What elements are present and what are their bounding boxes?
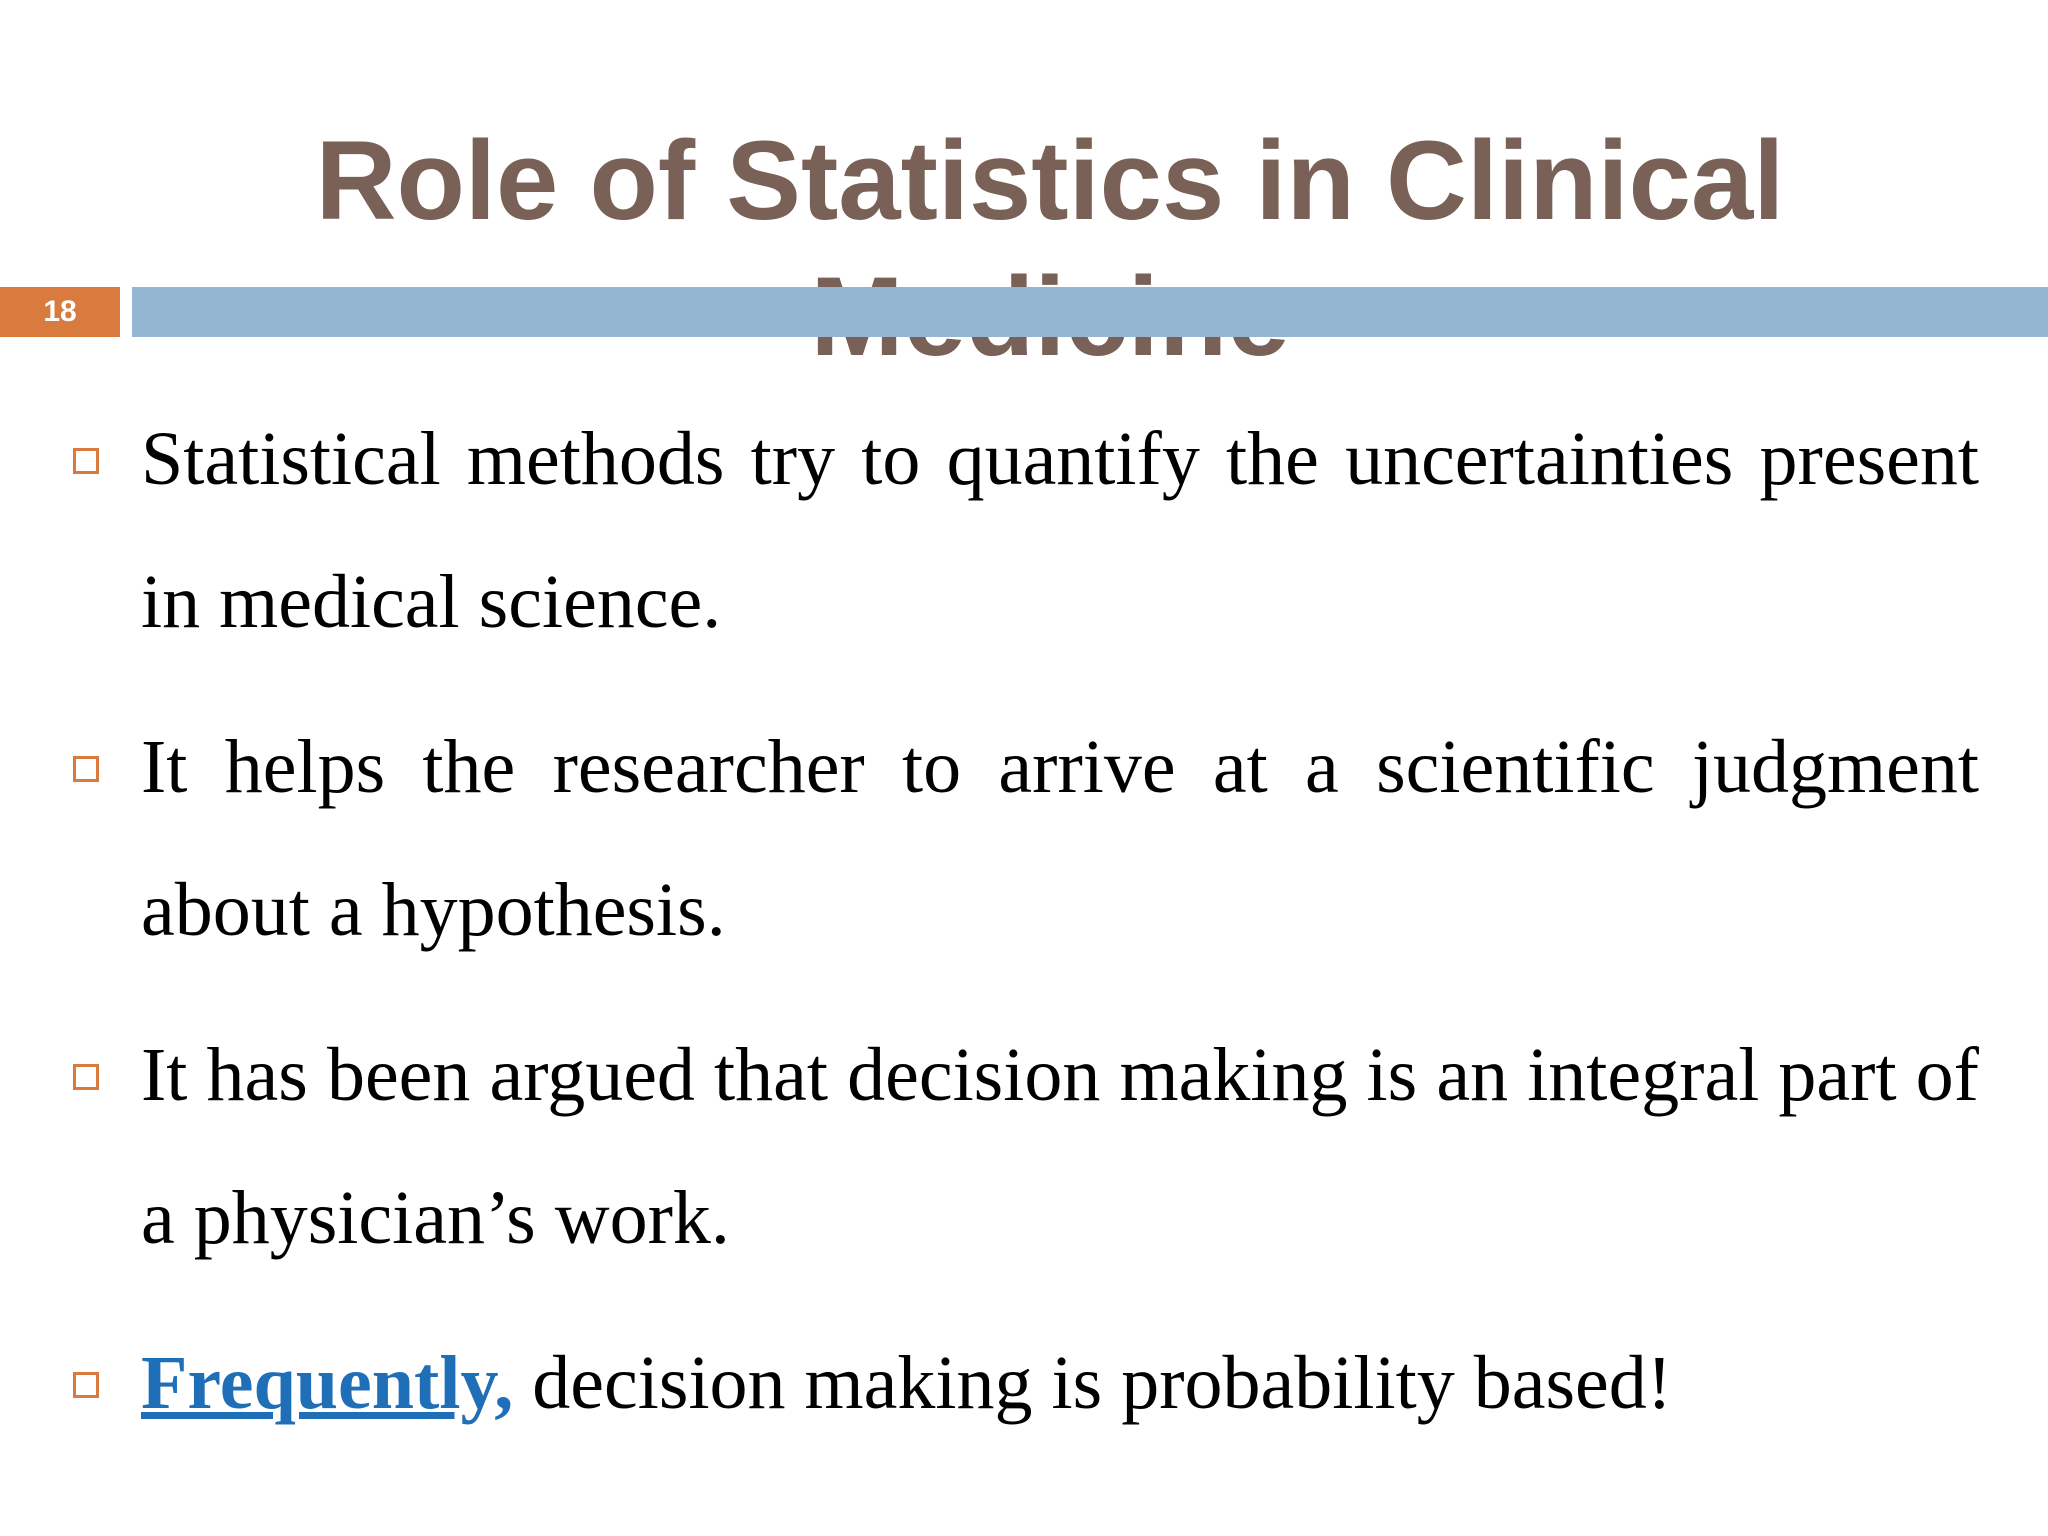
bullet-item [0, 1004, 1979, 1290]
bullet-item [0, 388, 1979, 674]
bullet-list [0, 388, 2048, 1477]
slide-title-line-1: Role of Statistics in Clinical [315, 118, 1785, 244]
bullet-text: It helps the researcher to arrive at a scientific judgment about a hypothesis. [141, 725, 1979, 952]
hollow-square-bullet-icon [73, 756, 99, 782]
hollow-square-bullet-icon [73, 1372, 99, 1398]
slide-title [280, 113, 1820, 385]
slide-number-badge: 18 [0, 287, 120, 337]
bullet-text: Statistical methods try to quantify the uncertainties present in medical science. [141, 417, 1979, 644]
bullet-text-remainder: decision making is probability based! [513, 1341, 1673, 1425]
bullet-text: It has been argued that decision making is an integral part of a physician’s work. [141, 1033, 1979, 1260]
title-divider-bar [132, 287, 2048, 337]
bullet-text [141, 1312, 1979, 1455]
hollow-square-bullet-icon [73, 448, 99, 474]
hollow-square-bullet-icon [73, 1064, 99, 1090]
bullet-item [0, 696, 1979, 982]
bullet-item [0, 1312, 1979, 1455]
frequently-link[interactable]: Frequently, [141, 1341, 514, 1425]
